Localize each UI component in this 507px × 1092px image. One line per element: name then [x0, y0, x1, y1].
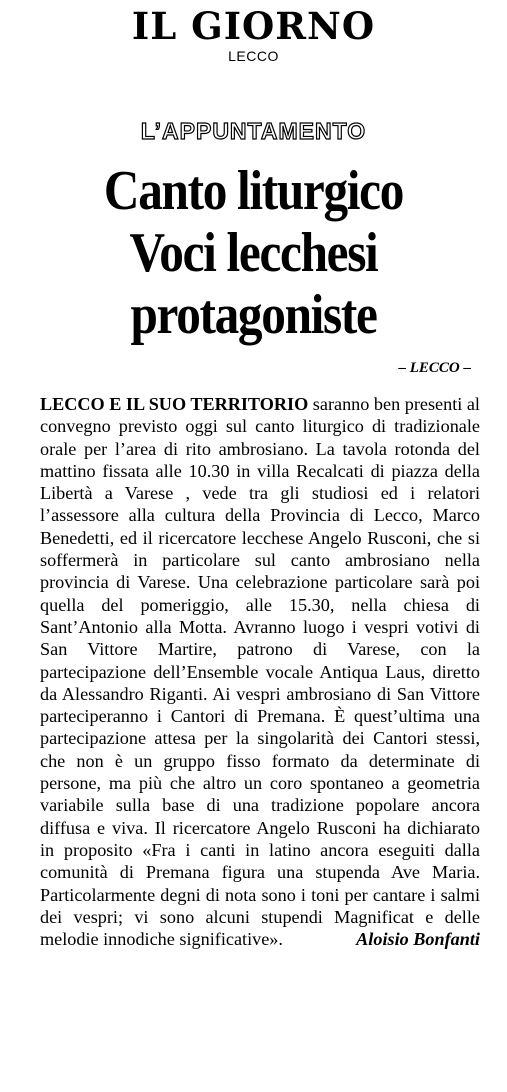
masthead	[0, 6, 507, 64]
headline-line-3: protagoniste	[130, 284, 377, 346]
headline	[30, 160, 476, 346]
article-text: saranno ben presenti al convegno previsto oggi sul canto liturgico di tradizionale orale per l’area di rito ambrosiano. La tavola rotonda del mattino fissata alle 10.30 in villa Recalcati di piazza della Libertà a Varese , vede tra gli studiosi ed i relatori l’assessore alla cultura della Provincia di Lecco, Marco Benedetti, ed il ricercatore lecchese Angelo Rusconi, che si soffermerà in particolare sul canto ambrosiano nella provincia di Varese. Una celebrazione particolare sarà poi quella del pomeriggio, alle 15.30, nella chiesa di Sant’Antonio alla Motta. Avranno luogo i vespri votivi di San Vittore Martire, patrono di Varese, con la partecipazione dell’Ensemble vocale Antiqua Laus, diretto da Alessandro Riganti. Ai vespri ambrosiano di San Vittore parteciperanno i Cantori di Premana. È quest’ultima una partecipazione attesa per la singolarità dei Cantori stessi, che non è un gruppo fisso formato da determinate di persone, ma più che altro un coro spontaneo a geometria variabile sulla base di una tradizione popolare ancora diffusa e viva. Il ricercatore Angelo Rusconi ha dichiarato in proposito «Fra i canti in latino ancora eseguiti dalla comunità di Premana figura una stupenda Ave Maria. Particolarmente degni di nota sono i toni per cantare i salmi dei vespri; vi sono alcuni stupendi Magnificat e delle melodie innodiche significative».	[40, 394, 480, 950]
article-author: Aloisio Bonfanti	[356, 929, 480, 950]
edition-label: LECCO	[228, 48, 279, 64]
newspaper-title: IL GIORNO	[131, 4, 376, 48]
dateline: – LECCO –	[398, 360, 471, 376]
article-body	[40, 393, 480, 950]
headline-line-1: Canto liturgico	[103, 160, 404, 222]
section-kicker: L’APPUNTAMENTO	[140, 118, 367, 144]
article-lead: LECCO E IL SUO TERRITORIO	[40, 394, 309, 414]
headline-line-2: Voci lecchesi	[129, 222, 378, 284]
